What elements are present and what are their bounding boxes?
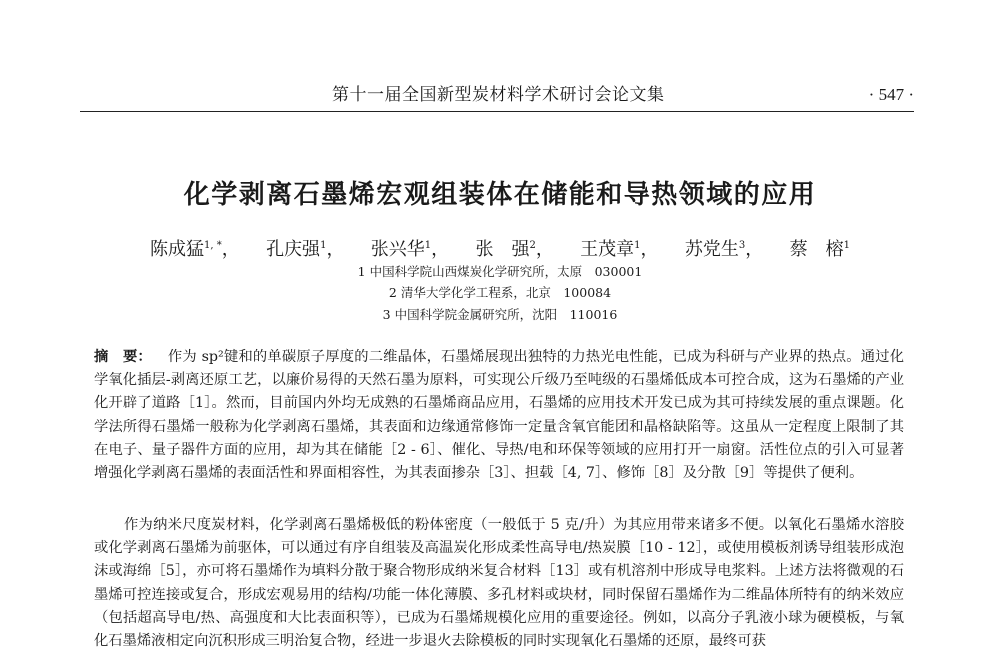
author: 苏党生$^3$，: [684, 239, 764, 260]
affiliation: 2 清华大学化学工程系，北京 100084: [388, 285, 612, 300]
running-head: [80, 84, 914, 106]
author: 王茂章$^1$，: [580, 239, 659, 260]
abstract: [94, 346, 904, 485]
body-paragraph: 作为纳米尺度炭材料，化学剥离石墨烯极低的粉体密度（一般低于 5 克/升）为其应用带来诸多不便。以氧化石墨烯水溶胶或化学剥离石墨烯为前驱体，可以通过有序自组装及高温炭化形成柔性高导电/热炭膜［10 - 12］，或使用模板剂诱导组装形成泡沫或海绵［5］，亦可将石墨烯作为填料分散于聚合物形成纳米复合材料［13］或有机溶剂中形成导电浆料。上述方法将微观的石墨烯可控连接或复合，形成宏观易用的结构/功能一体化薄膜、多孔材料或块材，同时保留石墨烯作为二维晶体所特有的纳米效应（包括超高导电/热、高强度和大比表面积等），已成为石墨烯规模化应用的重要途径。例如，以高分子乳液小球为硬模板，与氧化石墨烯液相定向沉积形成三明治复合物，经进一步退火去除模板的同时实现氧化石墨烯的还原，最终可获: [94, 517, 904, 650]
affiliation: 3 中国科学院金属研究所，沈阳 110016: [382, 307, 618, 322]
affiliation: 1 中国科学院山西煤炭化学研究所，太原 030001: [357, 264, 643, 279]
author: 孔庆强$^1$，: [266, 239, 345, 260]
abstract-label: 摘 要：: [94, 349, 152, 365]
author: 蔡 榕$^1$: [789, 239, 850, 260]
abstract-text: 作为 sp²键和的单碳原子厚度的二维晶体，石墨烯展现出独特的力热光电性能，已成为科研与产业界的热点。通过化学氧化插层-剥离还原工艺，以廉价易得的天然石墨为原料，可实现公斤级乃至吨级的石墨烯低成本可控合成，这为石墨烯的产业化开辟了道路［1］。然而，目前国内外均无成熟的石墨烯商品应用，石墨烯的应用技术开发已成为其可持续发展的重点课题。化学法所得石墨烯一般称为化学剥离石墨烯，其表面和边缘通常修饰一定量含氧官能团和晶格缺陷等。这虽从一定程度上限制了其在电子、量子器件方面的应用，却为其在储能［2 - 6］、催化、导热/电和环保等领域的应用打开一扇窗。活性位点的引入可显著增强化学剥离石墨烯的表面活性和界面相容性，为其表面掺杂［3］、担载［4, 7］、修饰［8］及分散［9］等提供了便利。: [94, 349, 905, 482]
author-list: [150, 234, 850, 262]
page-number: · 547 ·: [868, 85, 914, 104]
paper-title: 化学剥离石墨烯宏观组装体在储能和导热领域的应用: [183, 180, 817, 210]
author: 陈成猛$^{1, *}$，: [150, 239, 240, 260]
author: 张兴华$^1$，: [370, 239, 450, 260]
header-rule: [80, 111, 914, 112]
journal-title: 第十一届全国新型炭材料学术研讨会论文集: [332, 85, 665, 104]
author: 张 强$^2$，: [475, 239, 554, 260]
